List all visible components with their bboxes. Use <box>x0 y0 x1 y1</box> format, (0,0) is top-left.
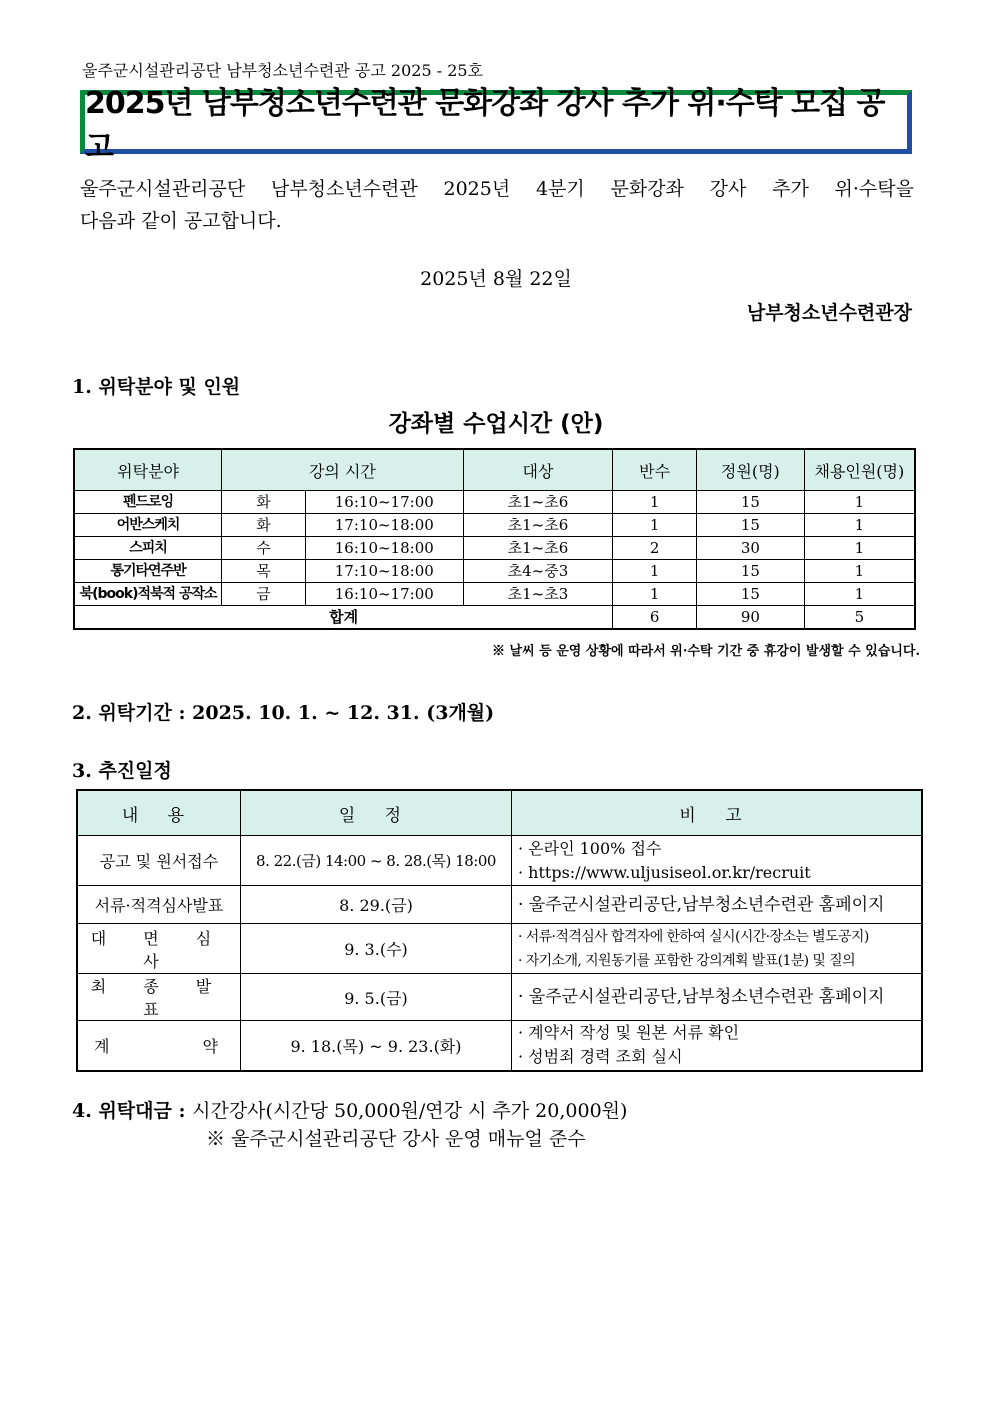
time-cell: 16:10~17:00 <box>305 583 463 606</box>
field-cell: 어반스케치 <box>74 514 222 537</box>
day-cell: 수 <box>222 537 306 560</box>
day-cell: 화 <box>222 491 306 514</box>
field-cell: 펜드로잉 <box>74 491 222 514</box>
section-2-heading: 2. 위탁기간 : <box>72 702 186 724</box>
date-cell: 9. 18.(목) ~ 9. 23.(화) <box>240 1021 511 1071</box>
announcement-date: 2025년 8월 22일 <box>420 268 572 290</box>
hires-cell: 1 <box>804 514 915 537</box>
target-cell: 초4~중3 <box>463 560 613 583</box>
remark-cell: · 울주군시설관리공단,남부청소년수련관 홈페이지 <box>512 886 923 924</box>
classes-cell: 1 <box>613 514 697 537</box>
total-capacity: 90 <box>697 606 805 630</box>
classes-cell: 1 <box>613 560 697 583</box>
signer: 남부청소년수련관장 <box>746 302 912 324</box>
table-note: ※ 날씨 등 운영 상황에 따라서 위·수탁 기간 중 휴강이 발생할 수 있습니다. <box>492 644 920 659</box>
course-table-caption: 강좌별 수업시간 (안) <box>388 411 604 437</box>
col-content: 내 용 <box>77 790 240 836</box>
target-cell: 초1~초3 <box>463 583 613 606</box>
contract-period: 2025. 10. 1. ~ 12. 31. (3개월) <box>192 702 495 724</box>
course-table <box>73 448 916 630</box>
table-row <box>74 537 915 560</box>
time-cell: 16:10~17:00 <box>305 491 463 514</box>
date-cell: 8. 22.(금) 14:00 ~ 8. 28.(목) 18:00 <box>240 836 511 886</box>
table-row <box>77 974 922 1021</box>
hires-cell: 1 <box>804 491 915 514</box>
total-row <box>74 606 915 630</box>
schedule-table-header <box>77 790 922 836</box>
table-row <box>77 836 922 886</box>
table-row <box>74 514 915 537</box>
capacity-cell: 15 <box>697 514 805 537</box>
col-schedule: 일 정 <box>240 790 511 836</box>
item-cell: 공고 및 원서접수 <box>77 836 240 886</box>
schedule-table <box>76 789 923 1072</box>
section-2 <box>72 698 494 725</box>
capacity-cell: 15 <box>697 560 805 583</box>
hires-cell: 1 <box>804 537 915 560</box>
day-cell: 화 <box>222 514 306 537</box>
intro-line-2: 다음과 같이 공고합니다. <box>80 210 282 232</box>
page-title: 2025년 남부청소년수련관 문화강좌 강사 추가 위·수탁 모집 공고 <box>85 86 885 165</box>
item-cell: 서류·적격심사발표 <box>77 886 240 924</box>
target-cell: 초1~초6 <box>463 491 613 514</box>
total-label: 합계 <box>74 606 613 630</box>
col-field: 위탁분야 <box>74 449 222 491</box>
section-3-heading: 3. 추진일정 <box>72 760 172 782</box>
day-cell: 목 <box>222 560 306 583</box>
table-row <box>74 583 915 606</box>
remark-cell <box>512 836 923 886</box>
document-number: 울주군시설관리공단 남부청소년수련관 공고 2025 - 25호 <box>82 61 484 80</box>
table-row <box>77 886 922 924</box>
col-target: 대상 <box>463 449 613 491</box>
col-time: 강의 시간 <box>222 449 464 491</box>
total-classes: 6 <box>613 606 697 630</box>
capacity-cell: 15 <box>697 583 805 606</box>
course-table-header <box>74 449 915 491</box>
table-row <box>77 1021 922 1071</box>
total-hires: 5 <box>804 606 915 630</box>
col-remark: 비 고 <box>512 790 923 836</box>
hires-cell: 1 <box>804 560 915 583</box>
date-cell: 9. 3.(수) <box>240 924 511 974</box>
remark-cell <box>512 1021 923 1071</box>
remark-cell <box>512 924 923 974</box>
target-cell: 초1~초6 <box>463 514 613 537</box>
remark-link[interactable]: · https://www.uljusiseol.or.kr/recruit <box>518 862 811 882</box>
table-row <box>74 491 915 514</box>
fee-value: 시간강사(시간당 50,000원/연강 시 추가 20,000원) <box>192 1100 628 1122</box>
time-cell: 17:10~18:00 <box>305 560 463 583</box>
field-cell: 스피치 <box>74 537 222 560</box>
capacity-cell: 30 <box>697 537 805 560</box>
remark-cell: · 울주군시설관리공단,남부청소년수련관 홈페이지 <box>512 974 923 1021</box>
remark-line: · 계약서 작성 및 원본 서류 확인 <box>518 1023 740 1043</box>
classes-cell: 2 <box>613 537 697 560</box>
title-box <box>80 86 912 165</box>
classes-cell: 1 <box>613 583 697 606</box>
target-cell: 초1~초6 <box>463 537 613 560</box>
table-row <box>74 560 915 583</box>
date-cell: 9. 5.(금) <box>240 974 511 1021</box>
table-row <box>77 924 922 974</box>
intro-line-1: 울주군시설관리공단 남부청소년수련관 2025년 4분기 문화강좌 강사 추가 위·수탁을 <box>80 178 914 200</box>
col-hires: 채용인원(명) <box>804 449 915 491</box>
time-cell: 17:10~18:00 <box>305 514 463 537</box>
day-cell: 금 <box>222 583 306 606</box>
remark-line: · 자기소개, 지원동기를 포함한 강의계획 발표(1분) 및 질의 <box>518 952 856 969</box>
section-1-heading: 1. 위탁분야 및 인원 <box>72 376 241 398</box>
remark-line: · 온라인 100% 접수 <box>518 838 662 858</box>
remark-line: · 성범죄 경력 조회 실시 <box>518 1047 683 1067</box>
field-cell: 통기타연주반 <box>74 560 222 583</box>
field-cell: 북(book)적북적 공작소 <box>74 583 222 606</box>
time-cell: 16:10~18:00 <box>305 537 463 560</box>
classes-cell: 1 <box>613 491 697 514</box>
fee-note: ※ 울주군시설관리공단 강사 운영 매뉴얼 준수 <box>206 1128 586 1150</box>
item-cell: 대 면 심 사 <box>77 924 240 974</box>
col-capacity: 정원(명) <box>697 449 805 491</box>
intro-paragraph <box>80 173 914 237</box>
date-cell: 8. 29.(금) <box>240 886 511 924</box>
item-cell: 계 약 <box>77 1021 240 1071</box>
section-4-heading: 4. 위탁대금 : <box>72 1100 186 1122</box>
section-4 <box>72 1096 627 1123</box>
capacity-cell: 15 <box>697 491 805 514</box>
hires-cell: 1 <box>804 583 915 606</box>
col-classes: 반수 <box>613 449 697 491</box>
item-cell: 최 종 발 표 <box>77 974 240 1021</box>
remark-line: · 서류·적격심사 합격자에 한하여 실시(시간·장소는 별도공지) <box>518 928 869 945</box>
